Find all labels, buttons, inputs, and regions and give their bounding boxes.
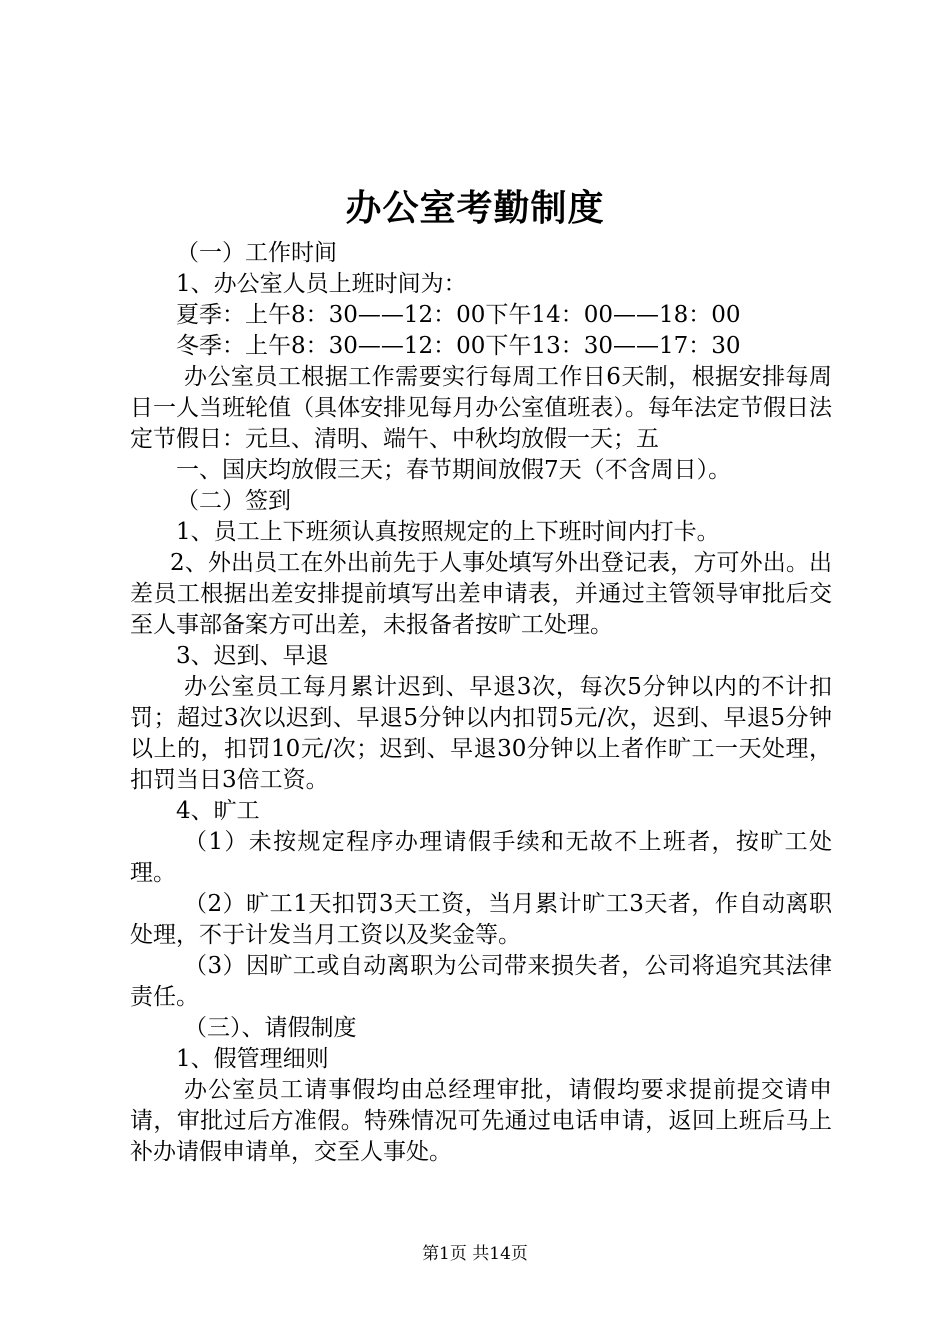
section-heading-leave: （三）、请假制度	[184, 1015, 357, 1041]
paragraph-absenteeism-2: （2）旷工1天扣罚3天工资，当月累计旷工3天者，作自动离职处理，不于计发当月工资以及奖金等。	[130, 891, 832, 948]
document-title: 办公室考勤制度	[345, 187, 605, 229]
paragraph-national-holidays: 一、国庆均放假三天；春节期间放假7天（不含周日）。	[176, 457, 732, 483]
subheading-late-early: 3、迟到、早退	[176, 643, 329, 669]
paragraph-late-early-penalty: 办公室员工每月累计迟到、早退3次，每次5分钟以内的不计扣罚；超过3次以迟到、早退5分钟以内扣罚5元/次，迟到、早退5分钟以上的，扣罚10元/次；迟到、早退30分钟以上者作旷工一天处理，扣罚当日3倍工资。	[130, 674, 832, 793]
document-body	[130, 238, 832, 1168]
paragraph-summer-hours: 夏季：上午8：30——12：00下午14：00——18：00	[176, 302, 741, 328]
paragraph-absenteeism-1: （1）未按规定程序办理请假手续和无故不上班者，按旷工处理。	[130, 829, 832, 886]
subheading-leave-rules: 1、假管理细则	[176, 1046, 329, 1072]
paragraph-outing-travel: 2、外出员工在外出前先于人事处填写外出登记表，方可外出。出差员工根据出差安排提前填写出差申请表，并通过主管领导审批后交至人事部备案方可出差，未报备者按旷工处理。	[130, 550, 832, 638]
paragraph-absenteeism-3: （3）因旷工或自动离职为公司带来损失者，公司将追究其法律责任。	[130, 953, 832, 1010]
paragraph-work-hours-intro: 1、办公室人员上班时间为：	[176, 271, 467, 297]
paragraph-workweek-holidays: 办公室员工根据工作需要实行每周工作日6天制，根据安排每周日一人当班轮值（具体安排见每月办公室值班表）。每年法定节假日法定节假日：元旦、清明、端午、中秋均放假一天；五	[130, 364, 832, 452]
paragraph-winter-hours: 冬季：上午8：30——12：00下午13：30——17：30	[176, 333, 741, 359]
paragraph-clock-in: 1、员工上下班须认真按照规定的上下班时间内打卡。	[176, 519, 720, 545]
section-heading-sign-in: （二）签到	[176, 488, 291, 514]
page-footer: 第1页 共14页	[422, 1244, 528, 1264]
section-heading-work-hours: （一）工作时间	[176, 240, 337, 266]
subheading-absenteeism: 4、旷工	[176, 798, 260, 824]
paragraph-leave-approval: 办公室员工请事假均由总经理审批，请假均要求提前提交请申请，审批过后方准假。特殊情况可先通过电话申请，返回上班后马上补办请假申请单，交至人事处。	[130, 1077, 832, 1165]
